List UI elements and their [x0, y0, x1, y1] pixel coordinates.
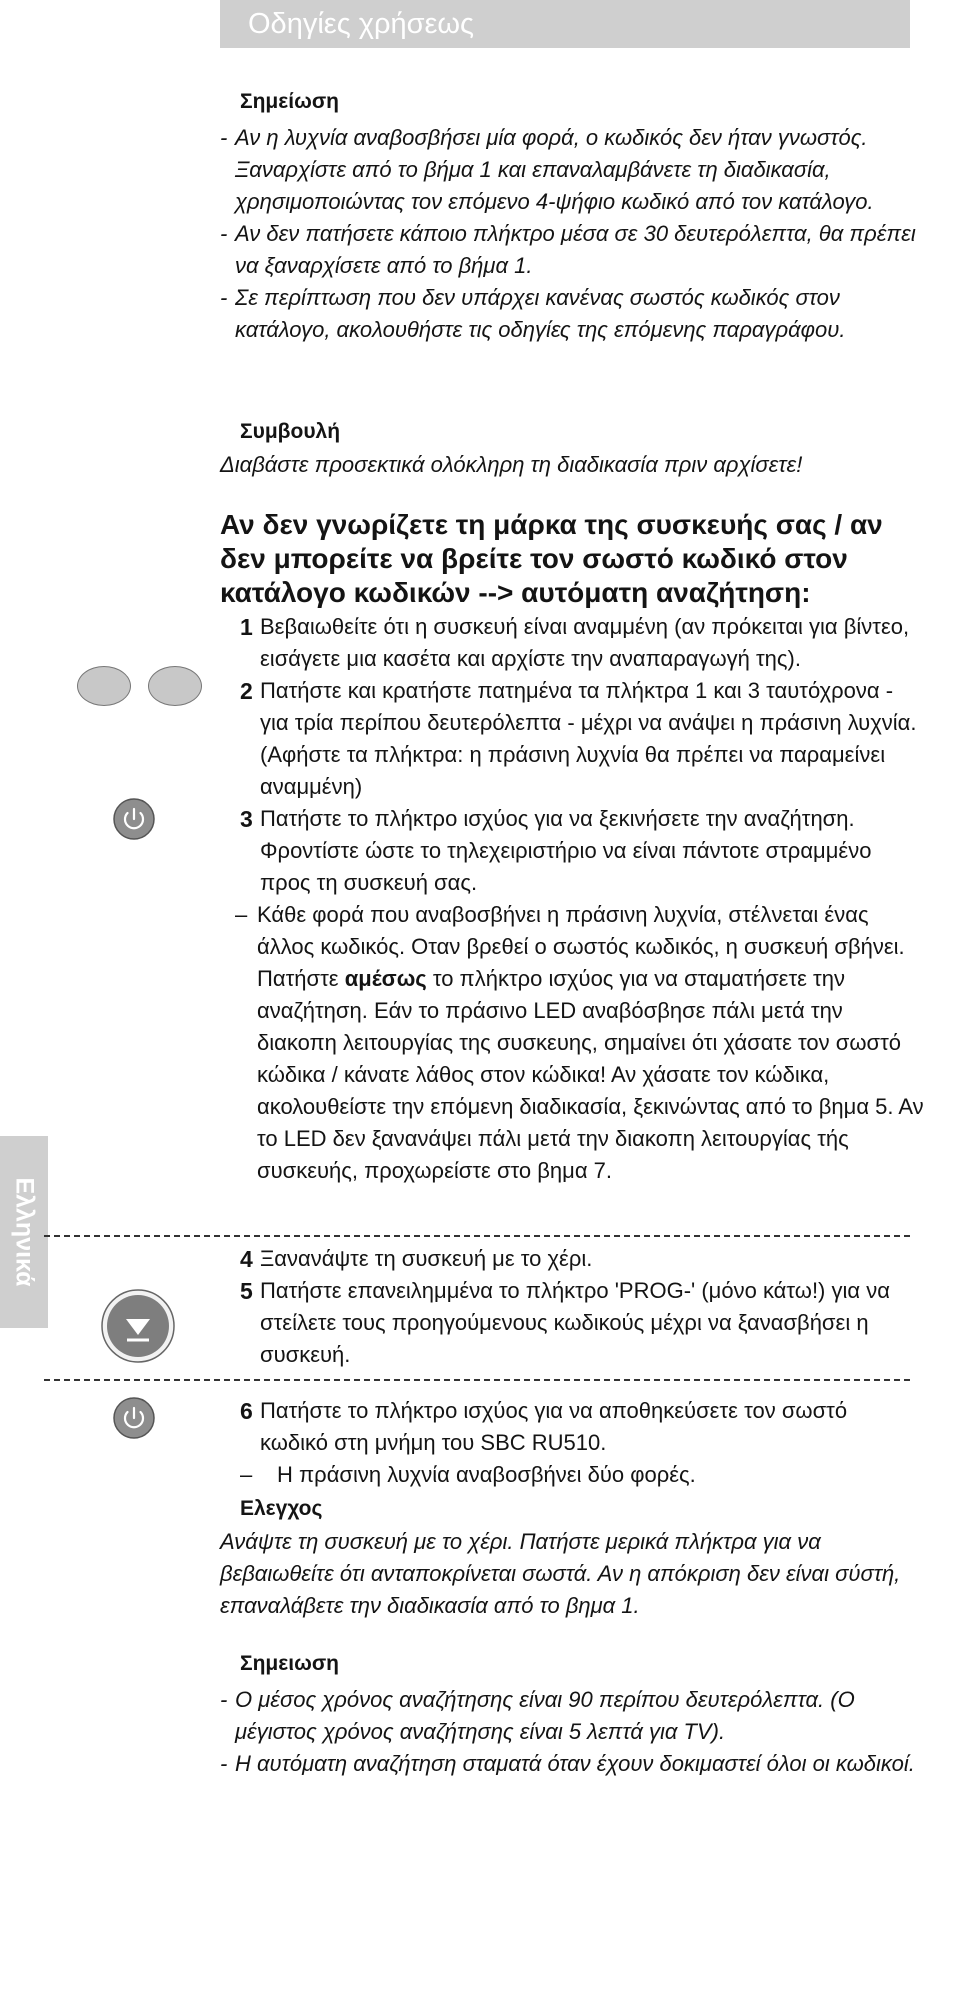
check-text: Ανάψτε τη συσκευή με το χέρι. Πατήστε μερικά πλήκτρα για να βεβαιωθείτε ότι ανταποκρίνεται σωστά. Αν η απόκριση δεν είναι σύστή, επαναλάβετε την διαδικασία από το βημα 1.: [220, 1529, 901, 1618]
step-text: Βεβαιωθείτε ότι η συσκευή είναι αναμμένη (αν πρόκειται για βίντεο, εισάγετε μια κασέτα και αρχίστε την αναπαραγωγή της).: [260, 614, 910, 671]
power-button-icon: [112, 1396, 156, 1440]
note-item: - Ο μέσος χρόνος αναζήτησης είναι 90 περίπου δευτερόλεπτα. (Ο μέγιστος χρόνος αναζήτησης είναι 5 λεπτά για TV).: [220, 1687, 855, 1744]
step-6: [240, 1395, 920, 1459]
note-dash: –: [235, 902, 248, 927]
page-header: [220, 0, 910, 48]
note-list: [220, 122, 920, 346]
step-text: Πατήστε και κρατήστε πατημένα τα πλήκτρα 1 και 3 ταυτόχρονα - για τρία περίπου δευτερόλεπτα - μέχρι να ανάψει η πράσινη λυχνία. (Αφήστε τα πλήκτρα: η πράσινη λυχνία θα πρέπει να παραμείνει αναμμένη): [260, 678, 917, 799]
step-text: Πατήστε επανειλημμένα το πλήκτρο 'PROG-' (μόνο κάτω!) για να στείλετε τους προηγούμενους κωδικούς μέχρι να ξανασβήσει η συσκευή.: [260, 1278, 890, 1367]
step-number: 2: [240, 678, 253, 704]
key-3-icon: [148, 666, 202, 706]
note-heading: Σημείωση: [240, 90, 340, 113]
prog-down-button-icon: [100, 1288, 176, 1364]
section-divider: [44, 1235, 910, 1237]
power-button-icon: [112, 797, 156, 841]
note-heading: Σημειωση: [240, 1652, 340, 1675]
language-tab: [0, 1136, 48, 1328]
step-number: 5: [240, 1278, 253, 1304]
key-1-icon: [77, 666, 131, 706]
section-divider: [44, 1379, 910, 1381]
step-3-note: [235, 899, 925, 1187]
emphasis-text: αμέσως: [344, 966, 427, 991]
language-tab-label: Ελληνικά: [10, 1177, 39, 1287]
step-text: Πατήστε το πλήκτρο ισχύος για να αποθηκεύσετε τον σωστό κωδικό στη μνήμη του SBC RU510.: [260, 1398, 848, 1455]
step-5: [240, 1275, 920, 1371]
page-header-title: Οδηγίες χρήσεως: [248, 8, 475, 40]
step-number: 1: [240, 614, 253, 640]
check-heading: Ελεγχος: [240, 1497, 323, 1520]
note-item: - Σε περίπτωση που δεν υπάρχει κανένας σωστός κωδικός στον κατάλογο, ακολουθήστε τις οδηγίες της επόμενης παραγράφου.: [220, 285, 846, 342]
step-3-note-text: Κάθε φορά που αναβοσβήνει η πράσινη λυχνία, στέλνεται ένας άλλος κωδικός. Οταν βρεθεί ο σωστός κωδικός, η συσκευή σβήνει. Πατήστε αμέσως το πλήκτρο ισχύος για να σταματήσετε την αναζήτηση. Εάν το πράσινο LED αναβόσβησε πάλι μετά την διακοπη λειτουργίας της συσκευης, σημαίνει ότι χάσατε τον σωστό κώδικα / κάνατε λάθος στον κώδικα! Αν χάσατε τον κώδικα, ακολουθείστε την επόμενη διαδικασία, ξεκινώντας από το βημα 5. Αν το LED δεν ξανανάψει πάλι μετά την διακοπη λειτουργίας τής συσκευής, προχωρείστε στο βημα 7.: [257, 902, 924, 1183]
step-1: [240, 611, 920, 675]
tip-heading: Συμβουλή: [240, 420, 341, 443]
step-number: 4: [240, 1246, 253, 1272]
step-number: 6: [240, 1398, 253, 1424]
section-heading: Αν δεν γνωρίζετε τη μάρκα της συσκευής σας / αν δεν μπορείτε να βρείτε τον σωστό κωδικό στον κατάλογο κωδικών --> αυτόματη αναζήτηση:: [220, 509, 883, 608]
note-dash: –: [240, 1462, 253, 1487]
note-item: - Αν δεν πατήσετε κάποιο πλήκτρο μέσα σε 30 δευτερόλεπτα, θα πρέπει να ξαναρχίσετε από το βήμα 1.: [220, 221, 916, 278]
step-6-note-text: Η πράσινη λυχνία αναβοσβήνει δύο φορές.: [277, 1462, 696, 1487]
tip-text: Διαβάστε προσεκτικά ολόκληρη τη διαδικασία πριν αρχίσετε!: [220, 452, 803, 477]
step-text: Ξανανάψτε τη συσκευή με το χέρι.: [260, 1246, 593, 1271]
note-item: - Η αυτόματη αναζήτηση σταματά όταν έχουν δοκιμαστεί όλοι οι κωδικοί.: [220, 1751, 915, 1776]
step-6-note: [240, 1459, 920, 1491]
step-text: Πατήστε το πλήκτρο ισχύος για να ξεκινήσετε την αναζήτηση. Φροντίστε ώστε το τηλεχειριστήριο να είναι πάντοτε στραμμένο προς τη συσκευή σας.: [260, 806, 872, 895]
step-2: [240, 675, 920, 803]
note-list: [220, 1684, 920, 1780]
step-number: 3: [240, 806, 253, 832]
step-3: [240, 803, 920, 899]
note-item: - Αν η λυχνία αναβοσβήσει μία φορά, ο κωδικός δεν ήταν γνωστός. Ξαναρχίστε από το βήμα 1 και επαναλαμβάνετε τη διαδικασία, χρησιμοποιώντας τον επόμενο 4-ψήφιο κωδικό από τον κατάλογο.: [220, 125, 874, 214]
step-4: [240, 1243, 920, 1275]
